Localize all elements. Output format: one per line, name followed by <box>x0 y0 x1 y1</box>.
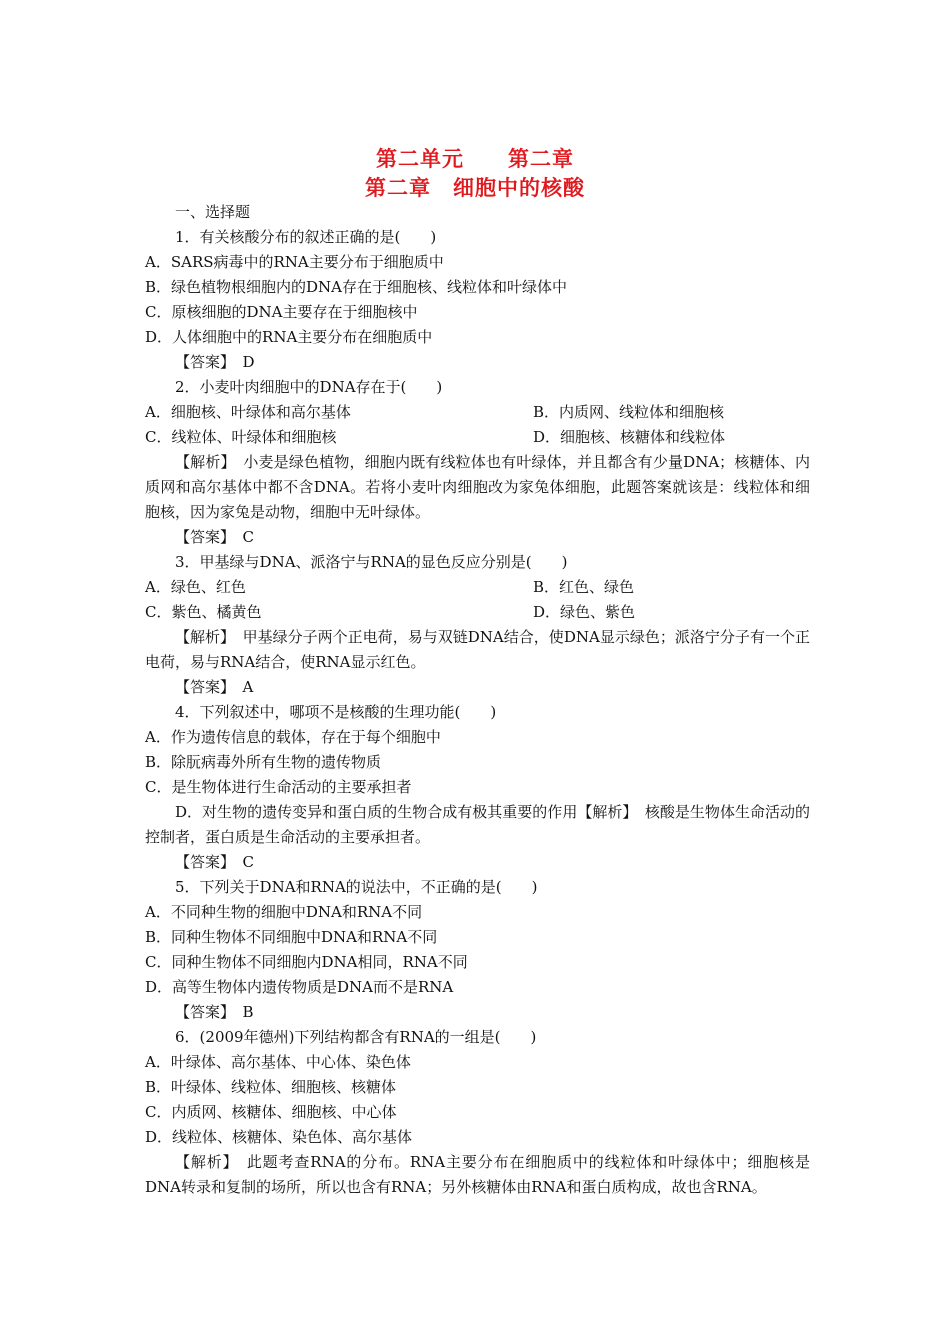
question-2-options-row-1 <box>145 400 810 425</box>
question-4-option-c: C．是生物体进行生命活动的主要承担者 <box>145 778 412 796</box>
question-3-options-row-1 <box>145 575 810 600</box>
question-2-option-c: C．线粒体、叶绿体和细胞核 <box>145 428 337 446</box>
question-2-option-b: B．内质网、线粒体和细胞核 <box>533 403 725 421</box>
question-5-option-d: D．高等生物体内遗传物质是DNA而不是RNA <box>145 978 454 996</box>
question-2-analysis: 【解析】 小麦是绿色植物，细胞内既有线粒体也有叶绿体，并且都含有少量DNA；核糖体、内质网和高尔基体中都不含DNA。若将小麦叶肉细胞改为家兔体细胞，此题答案就该是：线粒体和细胞核，因为家兔是动物，细胞中无叶绿体。 <box>145 453 810 521</box>
question-4-option-b: B．除朊病毒外所有生物的遗传物质 <box>145 753 382 771</box>
unit-title: 第二单元 第二章 <box>376 146 574 171</box>
document-body <box>145 200 810 1200</box>
question-5-option-c: C．同种生物体不同细胞内DNA相同，RNA不同 <box>145 953 468 971</box>
question-6-option-d: D．线粒体、核糖体、染色体、高尔基体 <box>145 1128 413 1146</box>
question-5-option-a: A．不同种生物的细胞中DNA和RNA不同 <box>145 903 423 921</box>
question-3-option-d: D．绿色、紫色 <box>533 603 636 621</box>
question-3-analysis: 【解析】 甲基绿分子两个正电荷，易与双链DNA结合，使DNA显示绿色；派洛宁分子有一个正电荷，易与RNA结合，使RNA显示红色。 <box>145 628 810 671</box>
question-2-option-d: D．细胞核、核糖体和线粒体 <box>533 428 726 446</box>
question-2-stem: 2．小麦叶肉细胞中的DNA存在于( ) <box>175 378 443 396</box>
question-5-answer: 【答案】 B <box>175 1003 254 1021</box>
question-6-option-b: B．叶绿体、线粒体、细胞核、核糖体 <box>145 1078 397 1096</box>
question-4-option-a: A．作为遗传信息的载体，存在于每个细胞中 <box>145 728 441 746</box>
question-3-options-row-2 <box>145 600 810 625</box>
question-1-answer: 【答案】 D <box>175 353 255 371</box>
question-1-option-c: C．原核细胞的DNA主要存在于细胞核中 <box>145 303 418 321</box>
question-2-options-row-2 <box>145 425 810 450</box>
question-4-option-d-and-analysis: D．对生物的遗传变异和蛋白质的生物合成有极其重要的作用【解析】 核酸是生物体生命活动的控制者，蛋白质是生命活动的主要承担者。 <box>145 803 810 846</box>
question-3-option-c: C．紫色、橘黄色 <box>145 603 262 621</box>
question-2-answer: 【答案】 C <box>175 528 254 546</box>
question-4-answer: 【答案】 C <box>175 853 254 871</box>
question-3-option-a: A．绿色、红色 <box>145 578 246 596</box>
question-6-analysis: 【解析】 此题考查RNA的分布。RNA主要分布在细胞质中的线粒体和叶绿体中；细胞核是DNA转录和复制的场所，所以也含有RNA；另外核糖体由RNA和蛋白质构成，故也含RNA。 <box>145 1153 810 1196</box>
question-6-option-c: C．内质网、核糖体、细胞核、中心体 <box>145 1103 397 1121</box>
question-1-option-a: A．SARS病毒中的RNA主要分布于细胞质中 <box>145 253 444 271</box>
question-1-option-d: D．人体细胞中的RNA主要分布在细胞质中 <box>145 328 433 346</box>
section-heading: 一、选择题 <box>175 203 251 221</box>
question-4-stem: 4．下列叙述中，哪项不是核酸的生理功能( ) <box>175 703 497 721</box>
question-6-stem: 6．(2009年德州)下列结构都含有RNA的一组是( ) <box>175 1028 537 1046</box>
question-3-answer: 【答案】 A <box>175 678 254 696</box>
question-2-option-a: A．细胞核、叶绿体和高尔基体 <box>145 403 351 421</box>
chapter-title: 第二章 细胞中的核酸 <box>365 175 585 200</box>
question-6-option-a: A．叶绿体、高尔基体、中心体、染色体 <box>145 1053 411 1071</box>
question-3-option-b: B．红色、绿色 <box>533 578 635 596</box>
question-3-stem: 3．甲基绿与DNA、派洛宁与RNA的显色反应分别是( ) <box>175 553 568 571</box>
question-5-stem: 5．下列关于DNA和RNA的说法中，不正确的是( ) <box>175 878 538 896</box>
question-5-option-b: B．同种生物体不同细胞中DNA和RNA不同 <box>145 928 438 946</box>
question-1-stem: 1．有关核酸分布的叙述正确的是( ) <box>175 228 437 246</box>
question-1-option-b: B．绿色植物根细胞内的DNA存在于细胞核、线粒体和叶绿体中 <box>145 278 568 296</box>
